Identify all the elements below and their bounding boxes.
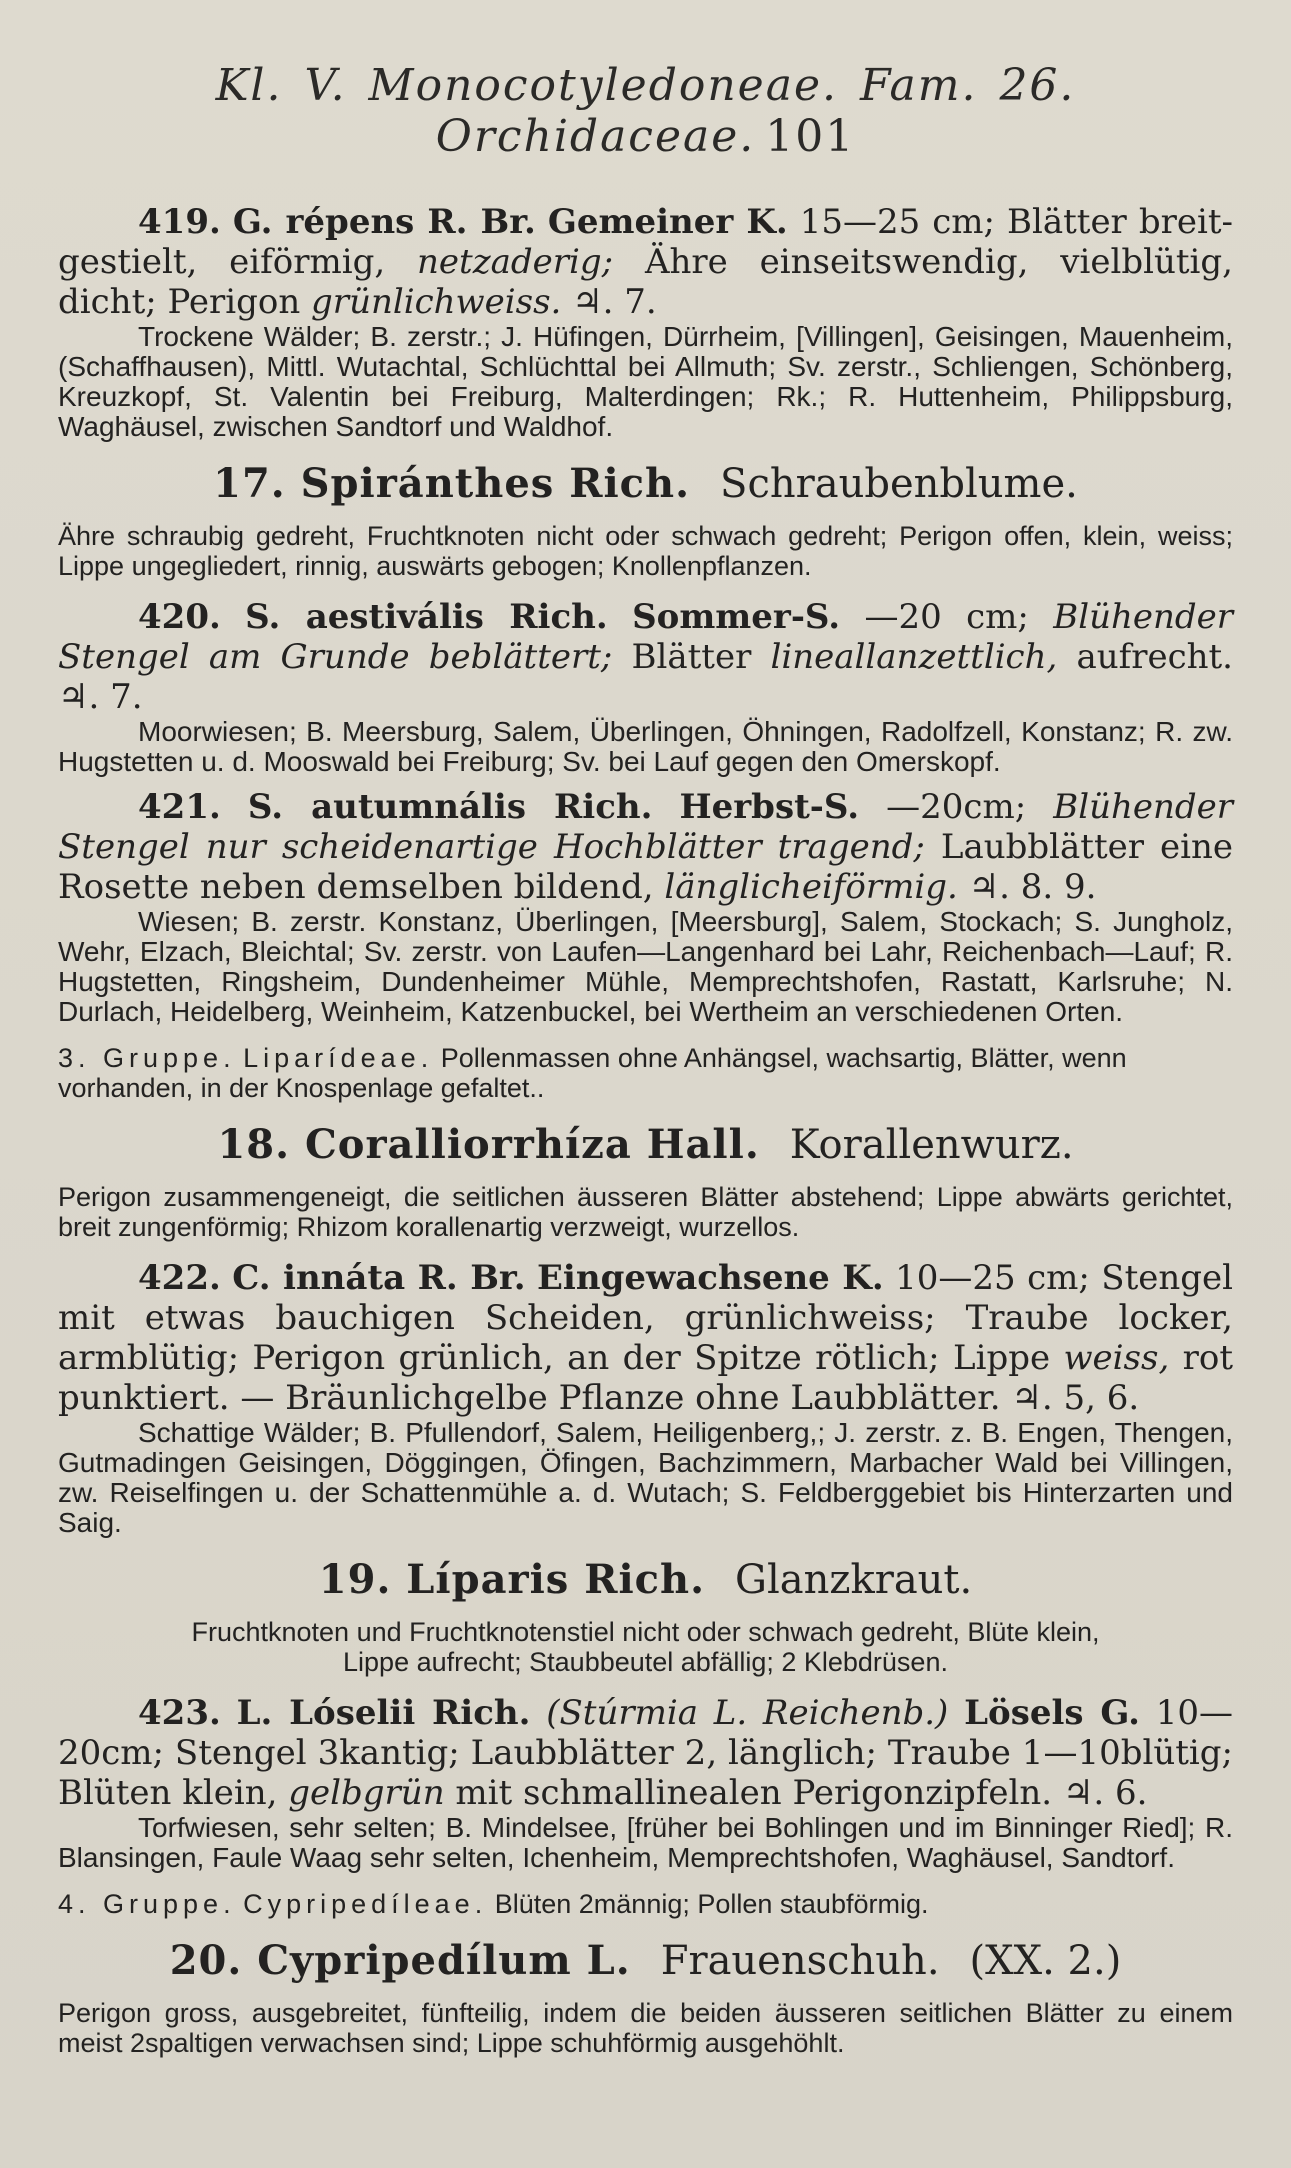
localities-text: Wiesen; B. zerstr. Konstanz, Überlingen, [Meersburg], Salem, Stockach; S. Jungholz, Wehr, Elzach, Bleichtal; Sv. zerstr. von Laufen—Langenhard bei Lahr, Reichenbach—Lauf; R. Hugstetten, Ringsheim, Dundenheimer Mühle, Memprechtshofen, Rastatt, Karlsruhe; N. Durlach, Heidelberg, Weinheim, Katzenbuckel, bei Wertheim an verschiedenen Orten. [58,906,1233,1027]
species-description-italic: grünlichweiss. [311,282,562,322]
species-number: 421. [138,787,221,827]
group-label: 4. Gruppe. [58,1889,236,1919]
species-description: Ähre einseitswendig, vielblütig, dicht; Perigon [58,242,1233,322]
species-common-name: Sommer-S. [632,597,841,637]
species-description: —20cm; [886,787,1027,827]
genus-name: 18. Coralliorrhíza Hall. [217,1121,760,1168]
group-description: Blüten 2männig; Pollen staubförmig. [494,1889,929,1919]
species-description: —20 cm; [864,597,1029,637]
species-localities [58,1813,1233,1873]
linnaean-class: (XX. 2.) [969,1938,1122,1984]
species-description-italic: netzaderig; [417,242,614,282]
species-number: 423. [138,1693,221,1733]
group-name: Cypripedíleae. [243,1889,488,1919]
group-name: Liparídeae. [243,1043,434,1073]
genus-common-name: Glanzkraut. [735,1557,973,1603]
species-localities [58,322,1233,442]
species-description: mit schmallinealen Perigonzipfeln. ♃. 6. [455,1773,1148,1813]
species-number: 422. [138,1258,221,1298]
page-number: 101 [765,111,856,162]
species-entry-423 [58,1693,1233,1813]
running-head: Kl. V. Monocotyledoneae. Fam. 26. Orchidaceae. [215,60,1076,162]
species-description-italic: Blühender Stengel am Grunde beblättert; [58,597,1234,677]
species-description: 10—25 cm; Stengel mit etwas bauchigen Scheiden, grünlichweiss; Traube locker, armblütig; Perigon grünlich, an der Spitze rötlich; Lippe [58,1258,1234,1378]
species-flowering: ♃. 8. 9. [968,867,1097,907]
species-description-italic: Blühender Stengel nur scheidenartige Hochblätter tragend; [58,787,1234,867]
genus-heading-20 [58,1937,1233,1984]
genus-name: 20. Cypripedílum L. [169,1937,631,1984]
species-description: Laubblätter eine Rosette neben demselben bildend, [58,827,1234,907]
genus-description [58,1617,1233,1677]
genus-name: 17. Spiránthes Rich. [213,460,691,507]
species-number: 419. [138,202,221,242]
genus-heading-18 [58,1121,1233,1168]
species-entry-419 [58,202,1233,322]
species-number: 420. [138,597,221,637]
group-heading-3 [58,1043,1233,1103]
species-description: Blätter [631,637,752,677]
genus-common-name: Schraubenblume. [720,461,1078,507]
genus-description: Perigon zusammengeneigt, die seitlichen äusseren Blätter abstehend; Lippe abwärts gerichtet, breit zungenförmig; Rhizom korallenartig verzweigt, wurzellos. [58,1182,1233,1242]
species-description: rot punktiert. — Bräunlichgelbe Pflanze ohne Laubblätter. ♃. 5, 6. [58,1338,1234,1418]
genus-common-name: Frauenschuh. [660,1938,940,1984]
species-common-name: Gemeiner K. [547,202,788,242]
species-synonym: (Stúrmia L. Reichenb.) [546,1693,949,1733]
species-flowering: aufrecht. ♃. 7. [58,637,1233,717]
species-localities [58,717,1233,777]
species-name: S. aestivális Rich. [245,597,608,637]
genus-description-line: Fruchtknoten und Fruchtknotenstiel nicht oder schwach gedreht, Blüte klein, [191,1617,1100,1647]
species-description-italic: lineallanzettlich, [770,637,1058,677]
localities-text: Torfwiesen, sehr selten; B. Mindelsee, [früher bei Bohlingen und im Binninger Ried]; R. Blansingen, Faule Waag sehr selten, Ichenheim, Memprechtshofen, Waghäusel, Sandtorf. [58,1812,1233,1873]
localities-text: Trockene Wälder; B. zerstr.; J. Hüfingen, Dürrheim, [Villingen], Geisingen, Mauenheim, (Schaffhausen), Mittl. Wutachtal, Schlüchttal bei Allmuth; Sv. zerstr., Schliengen, Schönberg, Kreuzkopf, St. Valentin bei Freiburg, Malterdingen; Rk.; R. Huttenheim, Philippsburg, Waghäusel, zwischen Sandtorf und Waldhof. [58,321,1233,442]
group-label: 3. Gruppe. [58,1043,236,1073]
species-name: C. innáta R. Br. [232,1258,526,1298]
species-description-italic: gelbgrün [288,1773,445,1813]
genus-description-line: Lippe aufrecht; Staubbeutel abfällig; 2 Klebdrüsen. [343,1647,948,1677]
species-common-name: Lösels G. [964,1693,1140,1733]
localities-text: Moorwiesen; B. Meersburg, Salem, Überlingen, Öhningen, Radolfzell, Konstanz; R. zw. Hugstetten u. d. Mooswald bei Freiburg; Sv. bei Lauf gegen den Omerskopf. [58,716,1233,777]
species-name: S. autumnális Rich. [247,787,653,827]
species-common-name: Eingewachsene K. [537,1258,884,1298]
page-header [58,60,1233,162]
species-description-italic: weiss, [1063,1338,1170,1378]
genus-name: 19. Líparis Rich. [318,1556,706,1603]
species-description: 15—25 cm; Blätter breit-gestielt, eiförmig, [58,202,1233,282]
genus-description: Ähre schraubig gedreht, Fruchtknoten nicht oder schwach gedreht; Perigon offen, klein, weiss; Lippe ungegliedert, rinnig, auswärts gebogen; Knollenpflanzen. [58,521,1233,581]
species-entry-422 [58,1258,1233,1418]
species-localities [58,907,1233,1027]
species-name: L. Lóselii Rich. [236,1693,531,1733]
species-common-name: Herbst-S. [679,787,860,827]
genus-common-name: Korallenwurz. [789,1122,1074,1168]
genus-heading-17 [58,460,1233,507]
group-description: Pollenmassen ohne Anhängsel, wachsartig, Blätter, wenn vorhanden, in der Knospenlage gefaltet.. [58,1043,1127,1103]
species-localities [58,1418,1233,1538]
species-entry-421 [58,787,1233,907]
localities-text: Schattige Wälder; B. Pfullendorf, Salem, Heiligenberg,; J. zerstr. z. B. Engen, Thengen, Gutmadingen Geisingen, Döggingen, Öfingen, Bachzimmern, Marbacher Wald bei Villingen, zw. Reiselfingen u. der Schattenmühle a. d. Wutach; S. Feldberggebiet bis Hinterzarten und Saig. [58,1417,1233,1538]
species-flowering: ♃. 7. [572,282,657,322]
species-name: G. répens R. Br. [232,202,536,242]
species-description: 10—20cm; Stengel 3kantig; Laubblätter 2, länglich; Traube 1—10blütig; Blüten klein, [58,1693,1234,1813]
genus-description: Perigon gross, ausgebreitet, fünfteilig, indem die beiden äusseren seitlichen Blätter zu einem meist 2spaltigen verwachsen sind; Lippe schuhförmig ausgehöhlt. [58,1998,1233,2058]
genus-heading-19 [58,1556,1233,1603]
group-heading-4 [58,1889,1233,1919]
species-description-italic: länglicheiförmig. [664,867,958,907]
species-entry-420 [58,597,1233,717]
